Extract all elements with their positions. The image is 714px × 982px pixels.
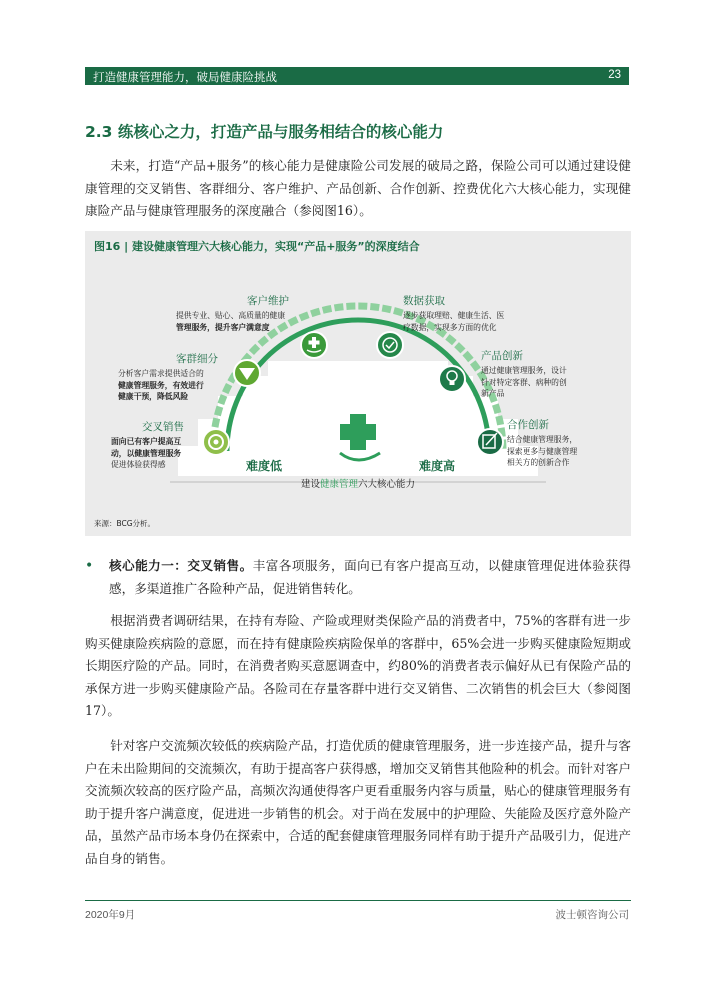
cap-desc-line: 提供专业、贴心、高质量的健康: [176, 311, 286, 320]
cap-desc-line: 针对特定客群、病种的创: [481, 377, 567, 387]
cap-desc-line: 逐步获取理赔、健康生活、医: [403, 311, 505, 320]
figure-source: 来源：BCG分析。: [94, 519, 156, 528]
page-number: 23: [608, 69, 621, 81]
funnel-icon: [234, 360, 260, 386]
intro-paragraph: 未来，打造“产品+服务”的核心能力是健康险公司发展的破局之路，保险公司可以通过建设健康管理的交叉销售、客群细分、客户维护、产品创新、合作创新、控费优化六大核心能力，实现健康险产品与健康管理服务的深度融合（参阅图16）。: [85, 158, 631, 218]
cap-desc-line: 通过健康管理服务，设计: [481, 366, 567, 375]
baseline-label-post: 六大核心能力: [358, 479, 416, 490]
cap-desc-data: [403, 310, 538, 333]
cap-head-data: 数据获取: [403, 295, 445, 307]
footer-divider: [85, 900, 631, 901]
paragraph-survey: 根据消费者调研结果，在持有寿险、产险或理财类保险产品的消费者中，75%的客群有进一步购买健康险疾病险的意愿，而在持有健康险疾病险保单的客群中，65%会进一步购买健康险短期或长期医疗险的产品。同时，在消费者购买意愿调查中，约80%的消费者表示偏好从已有保险产品的承保方进一步购买健康险产品。各险司在存量客群中进行交叉销售、二次销售的机会巨大（参阅图17）。: [85, 613, 631, 718]
footer-date: 2020年9月: [85, 909, 136, 921]
baseline-label-pre: 建设: [300, 479, 320, 490]
cap-desc-line: 动，以健康管理服务: [111, 448, 182, 458]
cap-desc-line: 新产品: [481, 389, 505, 398]
bullet-lead: 核心能力一：交叉销售。: [109, 558, 253, 573]
cap-desc-partnership: [507, 434, 617, 469]
cap-desc-line: 分析客户需求提供适合的: [118, 369, 204, 378]
section-title: 2.3 练核心之力，打造产品与服务相结合的核心能力: [85, 123, 444, 141]
bullet-text: [109, 555, 631, 600]
cap-head-partnership: 合作创新: [507, 419, 549, 431]
cap-desc-line: 促进体验获得感: [111, 460, 166, 469]
cap-desc-line: 健康干预，降低风险: [118, 392, 189, 401]
check-circle-icon: [377, 332, 403, 358]
cap-head-segmentation: 客群细分: [176, 353, 218, 365]
difficulty-high-label: 难度高: [419, 459, 456, 473]
cap-desc-line: 结合健康管理服务，: [507, 435, 578, 444]
cap-desc-line: 探索更多与健康管理: [507, 446, 578, 456]
header-bar: [85, 67, 629, 85]
footer-company: 波士顿咨询公司: [555, 909, 629, 921]
difficulty-low-label: 难度低: [246, 459, 283, 473]
lightbulb-icon: [439, 366, 465, 392]
hand-care-icon: [301, 332, 327, 358]
cap-desc-line: 疗数据，实现多方面的优化: [403, 322, 497, 332]
cap-desc-retention: [176, 310, 316, 333]
bullet-dot: •: [85, 558, 94, 574]
edit-icon: [477, 429, 503, 455]
baseline-label-green: 健康管理: [319, 479, 358, 490]
header-title: 打造健康管理能力，破局健康险挑战: [93, 72, 277, 84]
bullet-body: 丰富各项服务，面向已有客户提高互动，以健康管理促进体验获得感，多渠道推广各险种产品，促进销售转化。: [109, 558, 632, 596]
cap-desc-line: 管理服务，提升客户满意度: [176, 322, 270, 332]
paragraph-frequency: 针对客户交流频次较低的疾病险产品，打造优质的健康管理服务，进一步连接产品，提升与客户在未出险期间的交流频次，有助于提高客户获得感，增加交叉销售其他险种的机会。而针对客户交流频次较高的医疗险产品，高频次沟通使得客户更看重服务内容与质量，贴心的健康管理服务有助于提升客户满意度，促进进一步销售的机会。对于尚在发展中的护理险、失能险及医疗意外险产品，虽然产品市场本身仍在探索中，合适的配套健康管理服务同样有助于提升产品吸引力，促进产品自身的销售。: [85, 738, 631, 866]
cap-head-retention: 客户维护: [247, 295, 289, 307]
cap-desc-line: 健康管理服务，有效进行: [118, 380, 204, 390]
figure-title: 图16 | 建设健康管理六大核心能力，实现“产品+服务”的深度结合: [94, 240, 420, 253]
cap-desc-line: 相关方的创新合作: [507, 458, 570, 467]
cap-desc-product-innovation: [481, 365, 591, 400]
baseline-label: [85, 476, 631, 490]
cap-head-cross-sell: 交叉销售: [142, 421, 184, 433]
figure-16: [85, 231, 631, 536]
cap-desc-line: 面向已有客户提高互: [111, 437, 182, 446]
cap-head-product-innovation: 产品创新: [481, 350, 523, 362]
cap-desc-cross-sell: [111, 436, 201, 471]
cap-desc-segmentation: [118, 368, 228, 403]
target-icon: [203, 429, 229, 455]
